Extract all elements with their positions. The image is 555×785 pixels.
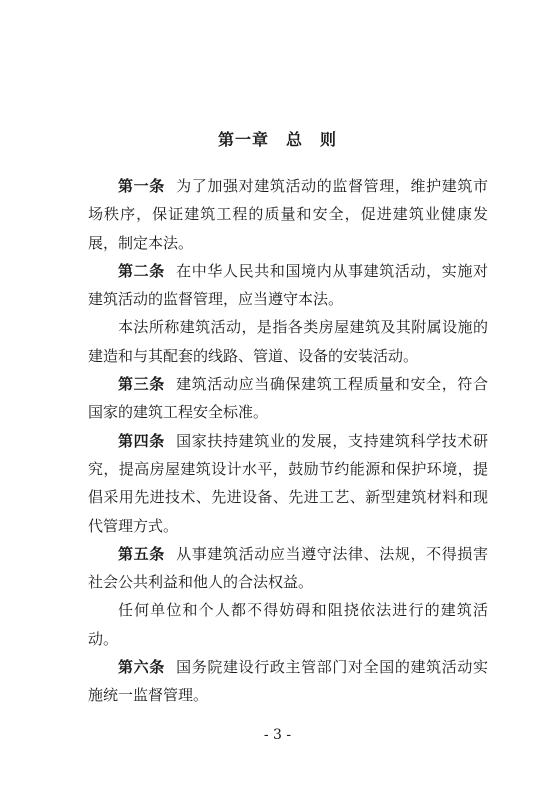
article-number: 第二条 [118,261,165,280]
article-number: 第五条 [118,544,165,563]
article-number: 第一条 [118,177,165,195]
paragraph-text: 在中华人民共和国境内从事建筑活动，实施对建筑活动的监督管理，应当遵守本法。 [88,261,488,309]
paragraph [88,653,488,710]
paragraph [88,172,488,257]
article-number: 第四条 [118,431,165,450]
paragraph-text: 为了加强对建筑活动的监督管理，维护建筑市场秩序，保证建筑工程的质量和安全，促进建筑业健康发展，制定本法。 [88,177,488,252]
paragraph-text: 国务院建设行政主管部门对全国的建筑活动实施统一监督管理。 [88,658,488,705]
paragraph-text: 国家扶持建筑业的发展，支持建筑科学技术研究，提高房屋建筑设计水平，鼓励节约能源和保护环境，提倡采用先进技术、先进设备、先进工艺、新型建筑材料和现代管理方式。 [88,431,488,535]
paragraph [88,540,488,597]
paragraph [88,370,488,427]
page-number: - 3 - [263,727,292,743]
paragraph-text: 任何单位和个人都不得妨碍和阻挠依法进行的建筑活动。 [88,601,488,648]
paragraph-text: 本法所称建筑活动，是指各类房屋建筑及其附属设施的建造和与其配套的线路、管道、设备的安装活动。 [88,318,488,365]
paragraph [88,257,488,314]
paragraph-text: 建筑活动应当确保建筑工程质量和安全，符合国家的建筑工程安全标准。 [88,375,488,422]
paragraph [88,313,488,370]
article-number: 第六条 [118,658,165,677]
paragraph [88,596,488,653]
article-number: 第三条 [118,375,165,394]
paragraph-text: 从事建筑活动应当遵守法律、法规，不得损害社会公共利益和他人的合法权益。 [88,544,488,592]
chapter-title: 第一章 总 则 [217,130,337,149]
paragraph [88,427,488,540]
body-text [88,172,488,710]
